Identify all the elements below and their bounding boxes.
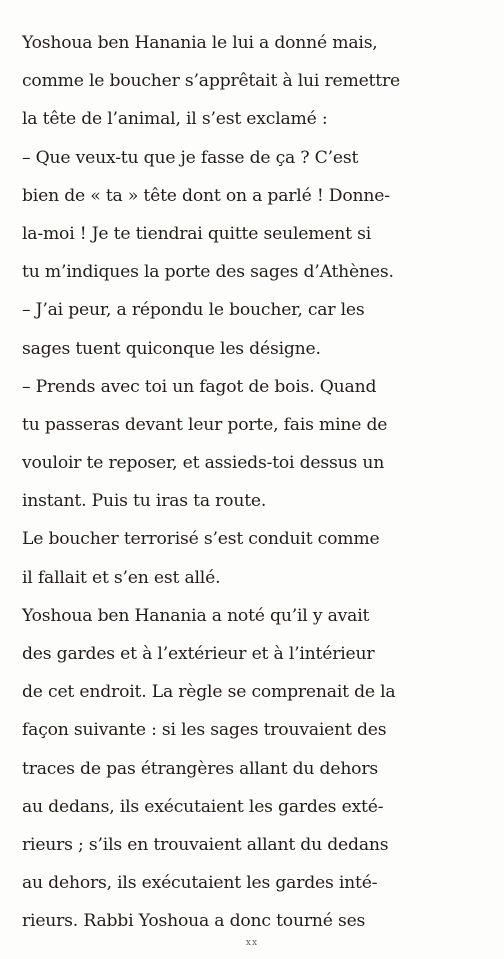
text-line: vouloir te reposer, et assieds-toi dessus un [22, 453, 385, 474]
text-line: Yoshoua ben Hanania le lui a donné mais, [22, 33, 378, 53]
text-line: Yoshoua ben Hanania a noté qu’il y avait [22, 605, 370, 626]
page-number: xx [245, 938, 259, 948]
text-line: la-moi ! Je te tiendrai quitte seulement si [22, 223, 372, 244]
text-line: de cet endroit. La règle se comprenait de la [22, 682, 396, 703]
text-line: façon suivante : si les sages trouvaient des [22, 720, 387, 741]
text-line: il fallait et s’en est allé. [22, 567, 221, 588]
text-block [22, 24, 474, 941]
text-line: des gardes et à l’extérieur et à l’intérieur [22, 644, 375, 664]
text-line: Le boucher terrorisé s’est conduit comme [22, 529, 380, 550]
text-line: – Que veux-tu que je fasse de ça ? C’est [22, 147, 359, 168]
text-line: au dedans, ils exécutaient les gardes exté- [22, 796, 384, 817]
text-line: tu m’indiques la porte des sages d’Athènes. [22, 262, 394, 283]
text-line: traces de pas étrangères allant du dehors [22, 758, 378, 779]
text-line: – Prends avec toi un fagot de bois. Quand [22, 376, 377, 397]
text-line: instant. Puis tu iras ta route. [22, 491, 267, 512]
text-line: bien de « ta » tête dont on a parlé ! Donne- [22, 185, 390, 206]
text-line: sages tuent quiconque les désigne. [22, 338, 321, 359]
text-line: rieurs. Rabbi Yoshoua a donc tourné ses [22, 911, 366, 932]
text-line: rieurs ; s’ils en trouvaient allant du dedans [22, 834, 389, 855]
text-line: tu passeras devant leur porte, fais mine de [22, 414, 388, 435]
text-line: – J’ai peur, a répondu le boucher, car les [22, 300, 365, 321]
text-line: au dehors, ils exécutaient les gardes inté- [22, 873, 378, 894]
text-line: la tête de l’animal, il s’est exclamé : [22, 109, 328, 130]
text-line: comme le boucher s’apprêtait à lui remettre [22, 71, 400, 92]
